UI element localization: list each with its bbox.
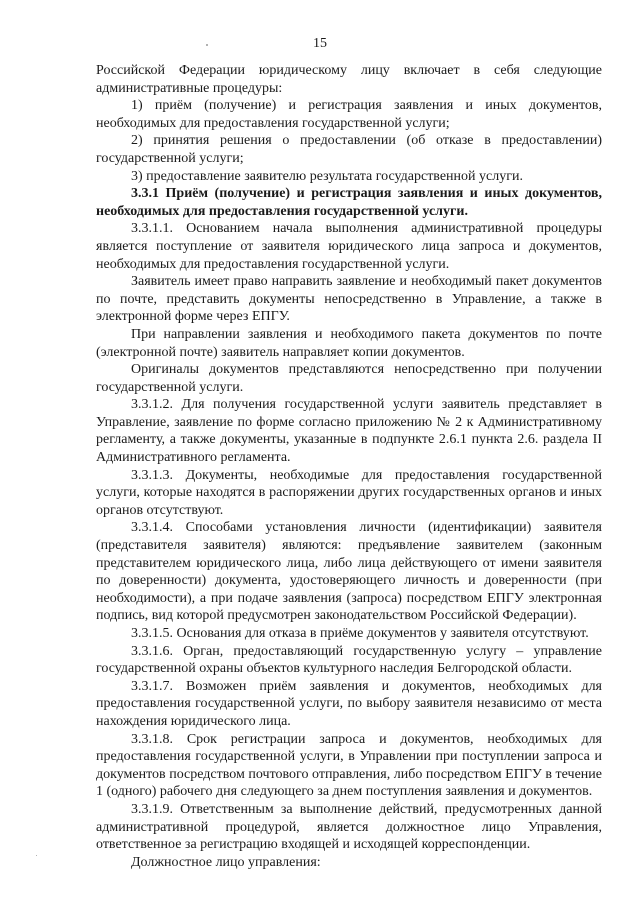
list-item-3: 3) предоставление заявителю результата государственной услуги.: [131, 168, 523, 184]
document-body: [96, 62, 602, 871]
paragraph-3-3-1-2: 3.3.1.2. Для получения государственной услуги заявитель представляет в Управление, заявление по форме согласно приложению № 2 к Административному регламенту, а также документы, указанные в подпункте 2.6.1 пункта 2.6. раздела II Административного регламента.: [96, 397, 602, 466]
paragraph-3-3-1-4: 3.3.1.4. Способами установления личности (идентификации) заявителя (представителя заявителя) являются: предъявление заявителем (законным представителем юридического лица, либо лица действующего от имени заявителя по доверенности) документа, удостоверяющего личность и доверенности (при необходимости), а при подаче заявления (запроса) посредством ЕПГУ электронная подпись, вид которой предусмотрен законодательством Российской Федерации).: [96, 520, 602, 624]
scan-speck: [206, 44, 208, 46]
paragraph-3-3-1-1: 3.3.1.1. Основанием начала выполнения административной процедуры является поступление от заявителя юридического лица запроса и документов, необходимых для предоставления государственной услуги.: [96, 221, 602, 272]
list-item-1: 1) приём (получение) и регистрация заявления и иных документов, необходимых для предоставления государственной услуги;: [96, 98, 602, 131]
section-heading-3-3-1: 3.3.1 Приём (получение) и регистрация заявления и иных документов, необходимых для предоставления государственной услуги.: [96, 186, 602, 219]
paragraph-official-intro: Должностное лицо управления:: [131, 854, 321, 870]
paragraph-3-3-1-6: 3.3.1.6. Орган, предоставляющий государственную услугу – управление государственной охраны объектов культурного наследия Белгородской области.: [96, 643, 602, 677]
scan-speck: [36, 855, 37, 856]
paragraph-3-3-1-7: 3.3.1.7. Возможен приём заявления и документов, необходимых для предоставления государственной услуги, по выбору заявителя независимо от места нахождения юридического лица.: [96, 678, 602, 729]
paragraph-originals: Оригиналы документов представляются непосредственно при получении государственной услуги.: [96, 362, 602, 395]
paragraph-3-3-1-8: 3.3.1.8. Срок регистрации запроса и документов, необходимых для предоставления государственной услуги, в Управлении при поступлении запроса и документов посредством почтового отправления, либо посредством ЕПГУ в течение 1 (одного) рабочего дня следующего за днем поступления заявления и документов.: [96, 731, 602, 800]
paragraph-applicant-right: Заявитель имеет право направить заявление и необходимый пакет документов по почте, представить документы непосредственно в Управление, а также в электронной форме через ЕПГУ.: [96, 274, 602, 325]
paragraph-3-3-1-5: 3.3.1.5. Основания для отказа в приёме документов у заявителя отсутствуют.: [131, 626, 589, 641]
paragraph-3-3-1-9: 3.3.1.9. Ответственным за выполнение действий, предусмотренных данной административной процедурой, является должностное лицо Управления, ответственное за регистрацию входящей и исходящей корреспонденции.: [96, 801, 602, 853]
paragraph-3-3-1-3: 3.3.1.3. Документы, необходимые для предоставления государственной услуги, которые находятся в распоряжении других государственных органов и иных органов отсутствуют.: [96, 467, 602, 518]
list-item-2: 2) принятия решения о предоставлении (об отказе в предоставлении) государственной услуги;: [96, 133, 602, 166]
page-number: 15: [313, 36, 327, 51]
paragraph-postal-copies: При направлении заявления и необходимого пакета документов по почте (электронной почте) заявитель направляет копии документов.: [96, 326, 602, 360]
paragraph-procedures-intro: Российской Федерации юридическому лицу включает в себя следующие административные процедуры:: [96, 63, 602, 96]
